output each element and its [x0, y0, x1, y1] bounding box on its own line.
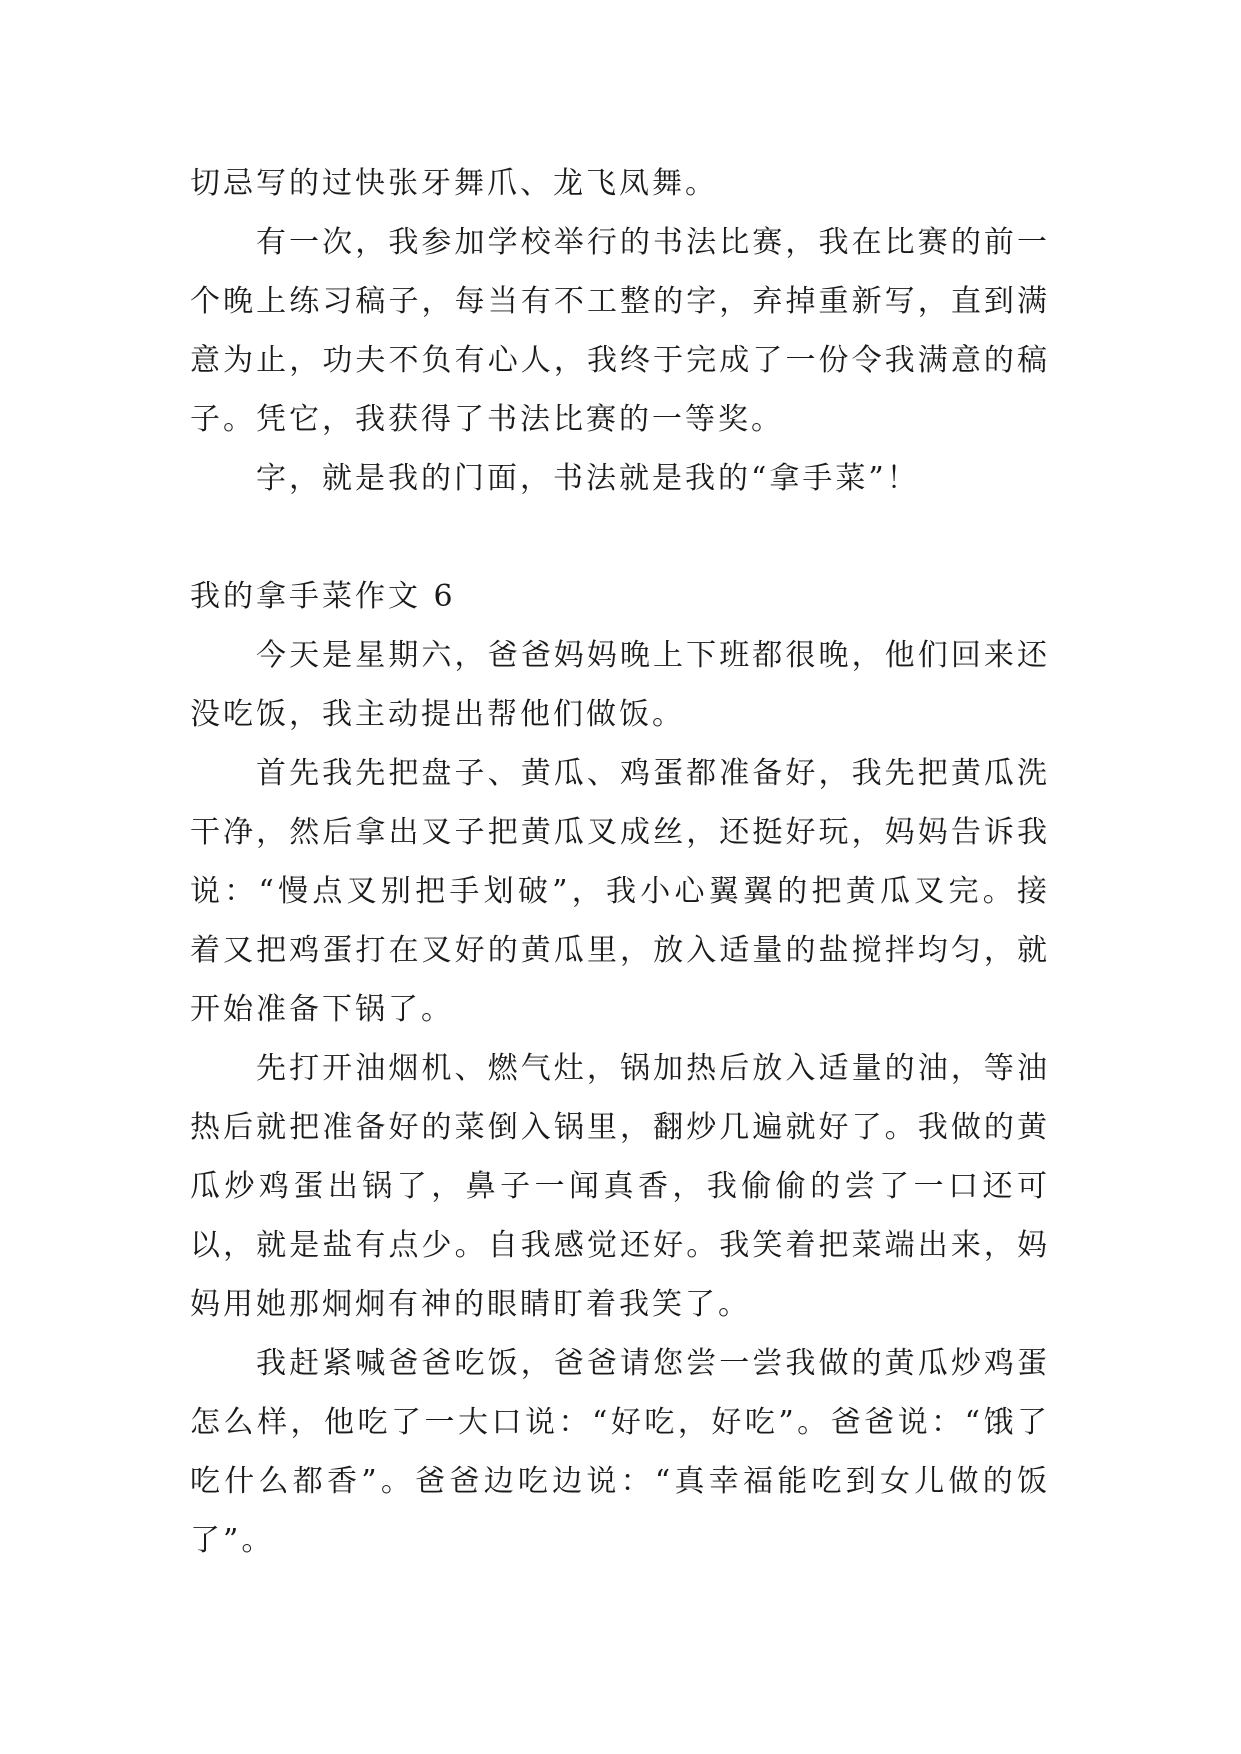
essay-title: 我的拿手菜作文 6 — [190, 579, 456, 614]
paragraph-calligraphy-contest: 有一次，我参加学校举行的书法比赛，我在比赛的前一个晚上练习稿子，每当有不工整的字，弃掉重新写，直到满意为止，功夫不负有心人，我终于完成了一份令我满意的稿子。凭它，我获得了书法比赛的一等奖。 — [190, 225, 1050, 437]
section-spacer — [190, 508, 1050, 567]
paragraph-preparation: 首先我先把盘子、黄瓜、鸡蛋都准备好，我先把黄瓜洗干净，然后拿出叉子把黄瓜叉成丝，还挺好玩，妈妈告诉我说：“慢点叉别把手划破”，我小心翼翼的把黄瓜叉完。接着又把鸡蛋打在叉好的黄瓜里，放入适量的盐搅拌均匀，就开始准备下锅了。 — [190, 756, 1050, 1027]
paragraph-intro: 今天是星期六，爸爸妈妈晚上下班都很晚，他们回来还没吃饭，我主动提出帮他们做饭。 — [190, 638, 1050, 732]
paragraph-cooking: 先打开油烟机、燃气灶，锅加热后放入适量的油，等油热后就把准备好的菜倒入锅里，翻炒几遍就好了。我做的黄瓜炒鸡蛋出锅了，鼻子一闻真香，我偷偷的尝了一口还可以，就是盐有点少。自我感觉还好。我笑着把菜端出来，妈妈用她那炯炯有神的眼睛盯着我笑了。 — [190, 1051, 1050, 1322]
paragraph-ending: 我赶紧喊爸爸吃饭，爸爸请您尝一尝我做的黄瓜炒鸡蛋怎么样，他吃了一大口说：“好吃，好吃”。爸爸说：“饿了吃什么都香”。爸爸边吃边说：“真幸福能吃到女儿做的饭了”。 — [190, 1346, 1050, 1558]
paragraph-continued: 切忌写的过快张牙舞爪、龙飞凤舞。 — [190, 166, 718, 201]
document-page — [190, 154, 1050, 1570]
paragraph-conclusion: 字，就是我的门面，书法就是我的“拿手菜”！ — [256, 461, 920, 496]
